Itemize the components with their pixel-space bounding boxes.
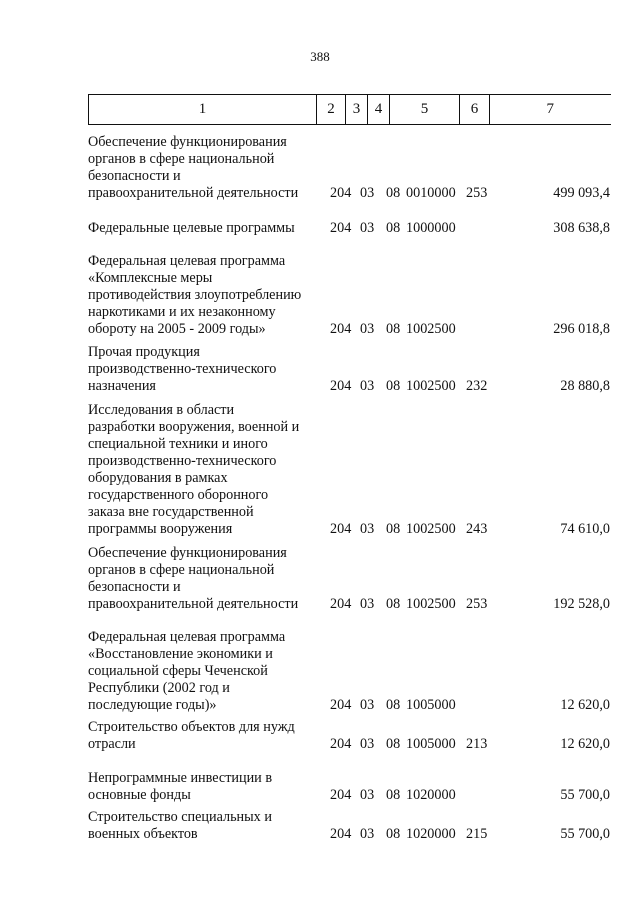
row-description-line: военных объектов <box>88 826 198 842</box>
row-cell-c3: 03 <box>360 321 375 337</box>
row-description-line: безопасности и <box>88 579 181 595</box>
row-cell-c7: 192 528,0 <box>553 596 610 612</box>
row-cell-c2: 204 <box>330 521 352 537</box>
row-cell-c4: 08 <box>386 220 401 236</box>
row-description-line: Федеральная целевая программа <box>88 629 286 645</box>
row-description-line: Федеральная целевая программа <box>88 253 286 269</box>
row-description-line: безопасности и <box>88 168 181 184</box>
row-cell-c7: 308 638,8 <box>553 220 610 236</box>
row-cell-c4: 08 <box>386 736 401 752</box>
row-cell-c3: 03 <box>360 220 375 236</box>
row-description-line: производственно-технического <box>88 453 277 469</box>
row-cell-c4: 08 <box>386 378 401 394</box>
row-cell-c7: 12 620,0 <box>560 736 610 752</box>
row-cell-c7: 55 700,0 <box>560 826 610 842</box>
row-description-line: наркотиками и их незаконному <box>88 304 276 320</box>
row-cell-c6: 232 <box>466 378 488 394</box>
row-description-line: Исследования в области <box>88 402 235 418</box>
row-cell-c5: 0010000 <box>406 185 456 201</box>
row-description <box>88 809 322 843</box>
row-cell-c3: 03 <box>360 787 375 803</box>
row-description-line: «Комплексные меры <box>88 270 213 286</box>
row-description-line: правоохранительной деятельности <box>88 185 299 201</box>
row-description-line: отрасли <box>88 736 136 752</box>
row-description-line: Обеспечение функционирования <box>88 545 287 561</box>
page-number: 388 <box>310 49 330 64</box>
row-cell-c5: 1020000 <box>406 787 456 803</box>
row-cell-c6: 253 <box>466 596 488 612</box>
header-col-5: 5 <box>390 95 460 125</box>
row-description-line: Прочая продукция <box>88 344 200 360</box>
row-description-line: оборудования в рамках <box>88 470 228 486</box>
row-description-line: производственно-технического <box>88 361 277 377</box>
row-description-line: органов в сфере национальной <box>88 562 275 578</box>
row-cell-c3: 03 <box>360 826 375 842</box>
row-description-line: Непрограммные инвестиции в <box>88 770 273 786</box>
row-description-line: органов в сфере национальной <box>88 151 275 167</box>
row-description-line: Республики (2002 год и <box>88 680 230 696</box>
row-description-line: противодействия злоупотреблению <box>88 287 302 303</box>
table-row <box>88 643 610 843</box>
header-col-4: 4 <box>368 95 390 125</box>
row-cell-c6: 213 <box>466 736 488 752</box>
row-cell-c2: 204 <box>330 736 352 752</box>
row-cell-c6: 243 <box>466 521 488 537</box>
row-cell-c7: 74 610,0 <box>560 521 610 537</box>
row-description-line: последующие годы)» <box>88 697 217 713</box>
row-cell-c2: 204 <box>330 826 352 842</box>
header-col-7: 7 <box>490 95 611 125</box>
row-cell-c4: 08 <box>386 321 401 337</box>
row-cell-c5: 1005000 <box>406 736 456 752</box>
row-cell-c3: 03 <box>360 378 375 394</box>
header-col-2: 2 <box>317 95 346 125</box>
row-description-line: Обеспечение функционирования <box>88 134 287 150</box>
row-cell-c2: 204 <box>330 321 352 337</box>
row-cell-c4: 08 <box>386 521 401 537</box>
row-cell-c5: 1002500 <box>406 321 456 337</box>
row-description-line: Федеральные целевые программы <box>88 220 295 236</box>
row-cell-c5: 1020000 <box>406 826 456 842</box>
header-col-1: 1 <box>89 95 317 125</box>
row-description-line: заказа вне государственной <box>88 504 254 520</box>
row-cell-c5: 1002500 <box>406 378 456 394</box>
row-cell-c2: 204 <box>330 787 352 803</box>
row-cell-c7: 296 018,8 <box>553 321 610 337</box>
row-cell-c2: 204 <box>330 220 352 236</box>
row-cell-c2: 204 <box>330 185 352 201</box>
row-cell-c4: 08 <box>386 185 401 201</box>
row-description-line: обороту на 2005 - 2009 годы» <box>88 321 266 337</box>
row-cell-c7: 499 093,4 <box>553 185 610 201</box>
header-col-6: 6 <box>460 95 490 125</box>
row-cell-c4: 08 <box>386 826 401 842</box>
row-cell-c7: 28 880,8 <box>560 378 610 394</box>
row-cell-c4: 08 <box>386 697 401 713</box>
row-cell-c5: 1002500 <box>406 596 456 612</box>
row-cell-c3: 03 <box>360 185 375 201</box>
row-description-line: Строительство объектов для нужд <box>88 719 295 735</box>
row-cell-c5: 1005000 <box>406 697 456 713</box>
row-cell-c5: 1002500 <box>406 521 456 537</box>
row-cell-c7: 12 620,0 <box>560 697 610 713</box>
row-cell-c4: 08 <box>386 596 401 612</box>
row-cell-c2: 204 <box>330 697 352 713</box>
row-description-line: правоохранительной деятельности <box>88 596 299 612</box>
row-cell-c2: 204 <box>330 378 352 394</box>
header-col-3: 3 <box>346 95 368 125</box>
row-description-line: специальной техники и иного <box>88 436 268 452</box>
row-description-line: Строительство специальных и <box>88 809 272 825</box>
row-description-line: государственного оборонного <box>88 487 269 503</box>
row-cell-c3: 03 <box>360 596 375 612</box>
row-cell-c7: 55 700,0 <box>560 787 610 803</box>
row-description-line: «Восстановление экономики и <box>88 646 273 662</box>
row-description-line: основные фонды <box>88 787 191 803</box>
row-description-line: назначения <box>88 378 156 394</box>
row-cell-c3: 03 <box>360 697 375 713</box>
row-cell-c5: 1000000 <box>406 220 456 236</box>
row-cell-c2: 204 <box>330 596 352 612</box>
row-cell-c6: 253 <box>466 185 488 201</box>
row-description-line: программы вооружения <box>88 521 233 537</box>
row-cell-c3: 03 <box>360 736 375 752</box>
row-description-line: разработки вооружения, военной и <box>88 419 300 435</box>
row-cell-c3: 03 <box>360 521 375 537</box>
row-cell-c4: 08 <box>386 787 401 803</box>
row-cell-c6: 215 <box>466 826 488 842</box>
row-description-line: социальной сферы Чеченской <box>88 663 268 679</box>
